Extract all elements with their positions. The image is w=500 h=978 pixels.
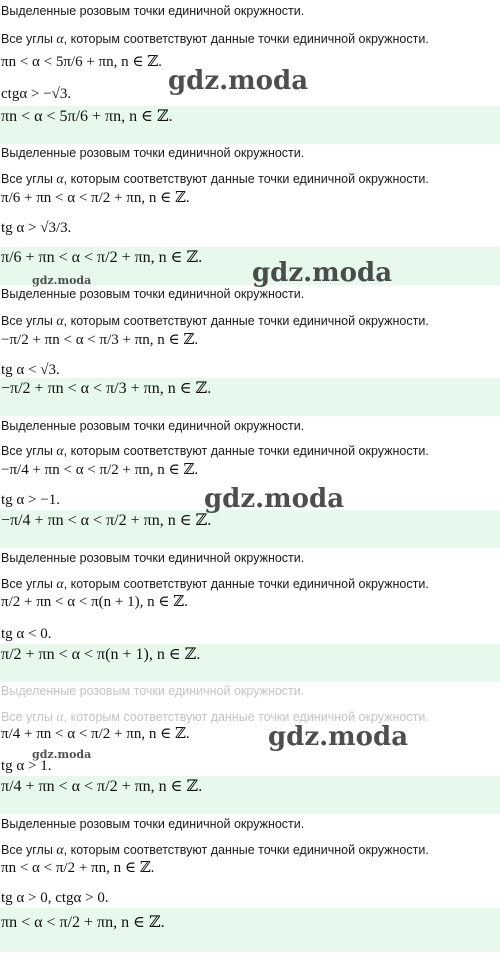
- answer-formula: −π/4 + πn < α < π/2 + πn, n ∈ ℤ.: [1, 512, 212, 529]
- watermark-logo: gdz.moda: [268, 722, 409, 752]
- inequality-formula: tg α < √3.: [1, 362, 60, 378]
- section-subheading: Все углы α, которым соответствуют данные точки единичной окружности.: [1, 444, 429, 459]
- section-subheading: Все углы α, которым соответствуют данные точки единичной окружности.: [1, 577, 429, 592]
- section-heading: Выделенные розовым точки единичной окружности.: [1, 551, 305, 565]
- section-heading: Выделенные розовым точки единичной окружности.: [1, 4, 305, 18]
- condition-formula: −π/4 + πn < α < π/2 + πn, n ∈ ℤ.: [1, 462, 199, 478]
- condition-formula: π/6 + πn < α < π/2 + πn, n ∈ ℤ.: [1, 190, 190, 206]
- watermark-small: gdz.moda: [32, 274, 92, 287]
- section-subheading: Все углы α, которым соответствуют данные точки единичной окружности.: [1, 843, 429, 858]
- section-heading: Выделенные розовым точки единичной окружности.: [1, 287, 305, 301]
- inequality-formula: tg α > 0, ctgα > 0.: [1, 890, 109, 906]
- inequality-formula: tg α > −1.: [1, 492, 60, 508]
- answer-formula: π/6 + πn < α < π/2 + πn, n ∈ ℤ.: [1, 249, 203, 266]
- answer-formula: π/4 + πn < α < π/2 + πn, n ∈ ℤ.: [1, 778, 203, 795]
- watermark-logo: gdz.moda: [168, 66, 309, 96]
- inequality-formula: tg α < 0.: [1, 626, 52, 642]
- section-subheading: Все углы α, которым соответствуют данные точки единичной окружности.: [1, 710, 429, 725]
- inequality-formula: tg α > 1.: [1, 758, 52, 774]
- inequality-formula: tg α > √3/3.: [1, 220, 72, 236]
- answer-formula: −π/2 + πn < α < π/3 + πn, n ∈ ℤ.: [1, 380, 212, 397]
- condition-formula: π/4 + πn < α < π/2 + πn, n ∈ ℤ.: [1, 726, 190, 742]
- section-subheading: Все углы α, которым соответствуют данные точки единичной окружности.: [1, 172, 429, 187]
- condition-formula: πn < α < 5π/6 + πn, n ∈ ℤ.: [1, 54, 162, 70]
- watermark-logo: gdz.moda: [204, 484, 345, 514]
- condition-formula: −π/2 + πn < α < π/3 + πn, n ∈ ℤ.: [1, 332, 199, 348]
- section-heading: Выделенные розовым точки единичной окружности.: [1, 817, 305, 831]
- section-subheading: Все углы α, которым соответствуют данные точки единичной окружности.: [1, 32, 429, 47]
- condition-formula: πn < α < π/2 + πn, n ∈ ℤ.: [1, 860, 155, 876]
- watermark-logo: gdz.moda: [252, 258, 393, 288]
- answer-formula: πn < α < π/2 + πn, n ∈ ℤ.: [1, 914, 165, 931]
- section-subheading: Все углы α, которым соответствуют данные точки единичной окружности.: [1, 314, 429, 329]
- section-heading: Выделенные розовым точки единичной окружности.: [1, 684, 305, 698]
- answer-formula: π/2 + πn < α < π(n + 1), n ∈ ℤ.: [1, 646, 201, 663]
- section-heading: Выделенные розовым точки единичной окружности.: [1, 419, 305, 433]
- answer-formula: πn < α < 5π/6 + πn, n ∈ ℤ.: [1, 108, 173, 125]
- watermark-small: gdz.moda: [32, 748, 92, 761]
- condition-formula: π/2 + πn < α < π(n + 1), n ∈ ℤ.: [1, 594, 188, 610]
- section-heading: Выделенные розовым точки единичной окружности.: [1, 146, 305, 160]
- inequality-formula: ctgα > −√3.: [1, 86, 72, 102]
